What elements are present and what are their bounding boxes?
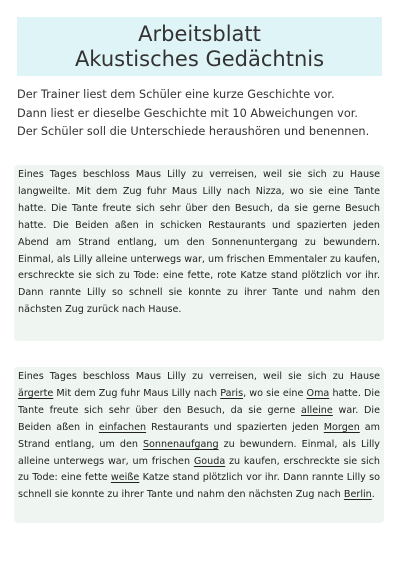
changed-word: Berlin	[343, 489, 372, 501]
story-text: am Strand entlang, um den	[18, 421, 381, 450]
story-text: zu bewundern. Einmal, als Lilly alleine unterwegs war, um frischen	[18, 438, 380, 467]
story-modified	[14, 367, 384, 523]
story-text: Katze stand plötzlich vor ihr. Dann rannte Lilly so schnell sie konnte zu ihrer Tante und nahm den nächsten Zug nach	[18, 472, 380, 501]
changed-word: Sonnenaufgang	[142, 438, 219, 450]
story-text: .	[371, 489, 375, 501]
instruction-line: Der Trainer liest dem Schüler eine kurze Geschichte vor.	[17, 88, 335, 101]
story-text: hatte. Die Tante freute sich sehr über den Besuch, da sie gerne	[18, 387, 380, 416]
changed-word: ärgerte	[18, 387, 54, 399]
story-text: , wo sie eine	[243, 387, 307, 399]
changed-word: einfachen	[98, 421, 147, 433]
instructions	[17, 86, 387, 142]
story-text: zu kaufen, erschreckte sie sich zu Tode: eine fette	[18, 455, 380, 484]
story-text: Mit dem Zug fuhr Maus Lilly nach	[53, 387, 221, 399]
story-text: war. Die Beiden aßen in	[18, 404, 380, 433]
changed-word: Gouda	[193, 455, 226, 467]
worksheet-subtitle: Akustisches Gedächtnis	[74, 47, 325, 71]
story-text: Eines Tages beschloss Maus Lilly zu verreisen, weil sie sich zu Hause	[18, 371, 380, 382]
worksheet-title: Arbeitsblatt	[138, 22, 261, 46]
story-text: Restaurants und spazierten jeden	[146, 421, 324, 433]
instruction-line: Der Schüler soll die Unterschiede heraushören und benennen.	[17, 125, 370, 138]
changed-word: Oma	[306, 387, 330, 399]
instruction-line: Dann liest er dieselbe Geschichte mit 10 Abweichungen vor.	[17, 106, 358, 120]
changed-word: alleine	[301, 404, 333, 416]
changed-word: Paris	[220, 387, 244, 399]
story-original: Eines Tages beschloss Maus Lilly zu verreisen, weil sie sich zu Hause langweilte. Mit dem Zug fuhr Maus Lilly nach Nizza, wo sie eine Tante hatte. Die Tante freute sich sehr über den Besuch, da sie gerne Besuch hatte. Die Beiden aßen in schicken Restaurants und spazierten jeden Abend am Strand entlang, um den Sonnenuntergang zu bewundern. Einmal, als Lilly alleine unterwegs war, um frischen Emmentaler zu kaufen, erschreckte sie sich zu Tode: eine fette, rote Katze stand plötzlich vor ihr. Dann rannte Lilly so schnell sie konnte zu ihrer Tante und nahm den nächsten Zug zurück nach Hause.	[14, 165, 384, 341]
worksheet-title-box	[17, 17, 382, 76]
changed-word: weiße	[110, 472, 140, 484]
changed-word: Morgen	[323, 421, 360, 433]
